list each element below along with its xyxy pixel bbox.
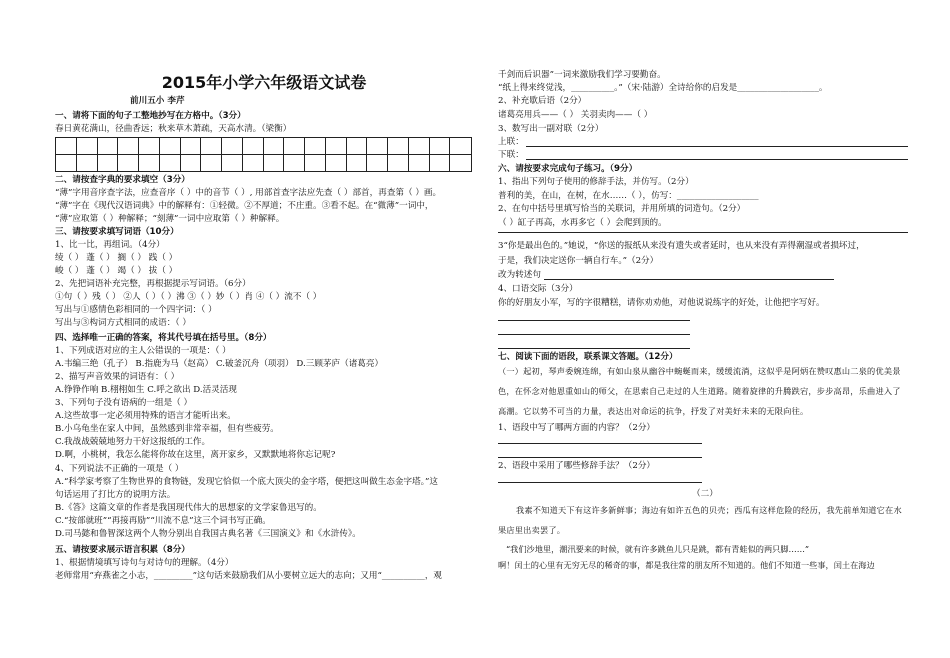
q3-line: 1、比一比，再组词。（4分） (55, 240, 165, 250)
section-two-label: （二） (692, 489, 718, 499)
oral-answer-line[interactable] (498, 320, 690, 321)
q1-heading: 一、请将下面的句子工整地抄写在方格中。（3分） (55, 111, 246, 121)
q4-line: A.“科学家考察了生物世界的食物链，发现它恰似一个底大顶尖的金字塔，便把这叫做生态金字塔。”这 (55, 477, 438, 487)
q2-line: “薄”应取第（ ）种解释；“刻薄”一词中应取第（ ）种解释。 (55, 214, 285, 224)
q4-line: 句话运用了打比方的说明方法。 (55, 490, 176, 500)
q6-line: 3“你是最出色的。”她说，“你送的报纸从来没有遗失或者延时，也从来没有弄得潮湿或者损坏过， (498, 241, 865, 251)
q2-line: “薄”字在《现代汉语词典》中的解释有：①轻微。②不厚道；不庄重。③看不起。在“微薄”一词中， (55, 201, 434, 211)
q5-line: 老师常用“弃燕雀之小志，_________”这句话来鼓励我们从小要树立远大的志向；又用“__________，观 (55, 571, 443, 581)
q2-heading: 二、请按查字典的要求填空（3分） (55, 175, 190, 185)
q6-line: （ ）缸子再高，水再多它（ ）会爬到顶的。 (498, 218, 667, 228)
reading-answer-line[interactable] (498, 443, 702, 444)
q7-line: 2、语段中采用了哪些修辞手法？（2分） (498, 461, 656, 471)
q6-line: 改为转述句 (498, 270, 541, 280)
copy-grid[interactable] (55, 137, 472, 172)
q7-line: 1、语段中写了哪两方面的内容？（2分） (498, 423, 656, 433)
q3-line: 写出与③构词方式相同的成语：（ ） (55, 318, 191, 328)
q4-line: 3、下列句子没有语病的一组是（ ） (55, 398, 193, 408)
q4-line: C.我战战兢兢地努力干好这报纸的工作。 (55, 437, 211, 447)
couplet-upper-label: 上联： (498, 137, 524, 147)
reading-passage-1: （一）起初，琴声委婉连绵，有如山泉从幽谷中蜿蜒而来，缓缓流淌，这似乎是阿炳在赞叹惠山二泉的优美景色，在怀念对他恩重如山的师父，在思索自己走过的人生道路。随着旋律的升腾跌宕，步步高昂，乐曲进入了高潮。它以势不可当的力量，表达出对命运的抗争，抒发了对美好未来的无限向往。 (498, 366, 901, 416)
reading-answer-line[interactable] (498, 482, 702, 483)
q3-line: ①句（ ）残（ ） ②人（ ）（ ）沸 ③（ ）妙（ ）肖 ④（ ）流不（ ） (55, 292, 322, 302)
q4-line: B.《答》这篇文章的作者是我国现代伟大的思想家的文学家鲁迅写的。 (55, 503, 322, 513)
right-line: 诸葛亮用兵——（ ） 关羽卖肉——（ ） (498, 110, 653, 120)
q3-line: 峻（ ） 蓬（ ） 竭（ ） 拔（ ） (55, 266, 178, 276)
right-line: 千剑而后识器”一词来激励我们学习要勤奋。 (498, 70, 666, 80)
author-line: 前川五小 李芹 (130, 96, 185, 106)
q4-line: D.啊，小桃树，我怎么能将你故在这里，离开家乡，又默默地将你忘记呢? (55, 450, 336, 460)
q4-line: 2、描写声音效果的词语有：（ ） (55, 372, 180, 382)
exam-title: 2015年小学六年级语文试卷 (161, 73, 367, 92)
q3-line: 2、先把词语补充完整，再根据提示写词语。（6分） (55, 279, 251, 289)
reading-passage-4: 啊！闰土的心里有无穷无尽的稀奇的事，都是我往常的朋友所不知道的。他们不知道一些事，闰土在海边 (498, 560, 875, 570)
q6-line: 2、在句中括号里填写恰当的关联词，并用所填的词造句。（2分） (498, 204, 746, 214)
q4-line: 4、下列说法不正确的一项是（ ） (55, 464, 184, 474)
q4-heading: 四、选择唯一正确的答案，将其代号填在括号里。（8分） (55, 333, 272, 343)
q4-line: A.铮铮作响 B.栩栩如生 C.呼之欲出 D.活灵活现 (55, 385, 237, 395)
q7-heading: 七、阅读下面的语段，联系课文答题。（12分） (498, 352, 678, 362)
oral-answer-line[interactable] (498, 348, 690, 349)
q4-line: D.司马懿和鲁智深这两个人物分别出自我国古典名著《三国演义》和《水浒传》。 (55, 529, 361, 539)
couplet-upper-answer-line[interactable] (526, 146, 908, 147)
q4-line: A.韦编三绝（孔子） B.指鹿为马（赵高） C.破釜沉舟（项羽） D.三顾茅庐（诸葛亮） (55, 359, 384, 369)
oral-answer-line[interactable] (498, 334, 690, 335)
q4-line: 1、下列成语对应的主人公错误的一项是：（ ） (55, 346, 231, 356)
q6-heading: 六、请按要求完成句子练习。（9分） (498, 164, 638, 174)
reading-passage-2: 我素不知道天下有这许多新鲜事；海边有如许五色的贝壳；西瓜有这样危险的经历，我先前单知道它在水果店里出卖罢了。 (498, 505, 902, 535)
reading-answer-line[interactable] (498, 457, 702, 458)
q6-line: 4、口语交际（3分） (498, 284, 578, 294)
q1-text: 春日黄花满山，径曲香远；秋来草木萧疏，天高水清。（梁衡） (55, 124, 292, 134)
q5-line: 1、根据情境填写诗句与对诗句的理解。（4分） (55, 558, 234, 568)
reading-passage-3: “我们沙地里，潮汛要来的时候，就有许多跳鱼儿只是跳，都有青蛙似的两只脚……” (506, 544, 810, 554)
right-line: 2、补充歇后语（2分） (498, 96, 587, 106)
q4-line: B.小乌龟坐在家人中间，虽然感到非常幸福，但有些疲劳。 (55, 424, 279, 434)
q2-line: “薄”字用音序查字法，应查音序（ ）中的音节（ ）, 用部首查字法应先查（ ）部首，再查第（ ）画。 (55, 188, 442, 198)
q6-line: 1、指出下列句子使用的修辞手法，并仿写。（2分） (498, 177, 694, 187)
q5-heading: 五、请按要求展示语言积累（8分） (55, 545, 190, 555)
q6-line: 普利的美，在山，在树，在水……（ ），仿写：___________________ (498, 191, 759, 201)
q4-line: A.这些故事一定必须用特殊的语言才能听出来。 (55, 411, 236, 421)
right-line: “纸上得来终觉浅，__________。”（宋·陆游）全诗给你的启发是___________________。 (498, 83, 828, 93)
q3-line: 写出与①感情色彩相同的一个四字词：（ ） (55, 305, 217, 315)
right-line: 3、数写出一副对联（2分） (498, 124, 604, 134)
q4-line: C.“按部就班”“再接再励”“川流不息”这三个词书写正确。 (55, 516, 271, 526)
q6-line: 你的好朋友小军，写的字很糟糕，请你劝劝他，对他说说练字的好处，让他把字写好。 (498, 298, 825, 308)
couplet-lower-answer-line[interactable] (526, 159, 908, 160)
q3-line: 绫（ ） 蓬（ ） 搁（ ） 践（ ） (55, 253, 178, 263)
sentence-answer-line[interactable] (498, 232, 908, 233)
q3-heading: 三、请按要求填写词语（10分） (55, 227, 179, 237)
q6-line: 于是，我们决定送你一辆自行车。”（2分） (498, 256, 659, 266)
indirect-speech-answer-line[interactable] (544, 279, 834, 280)
couplet-lower-label: 下联： (498, 150, 524, 160)
